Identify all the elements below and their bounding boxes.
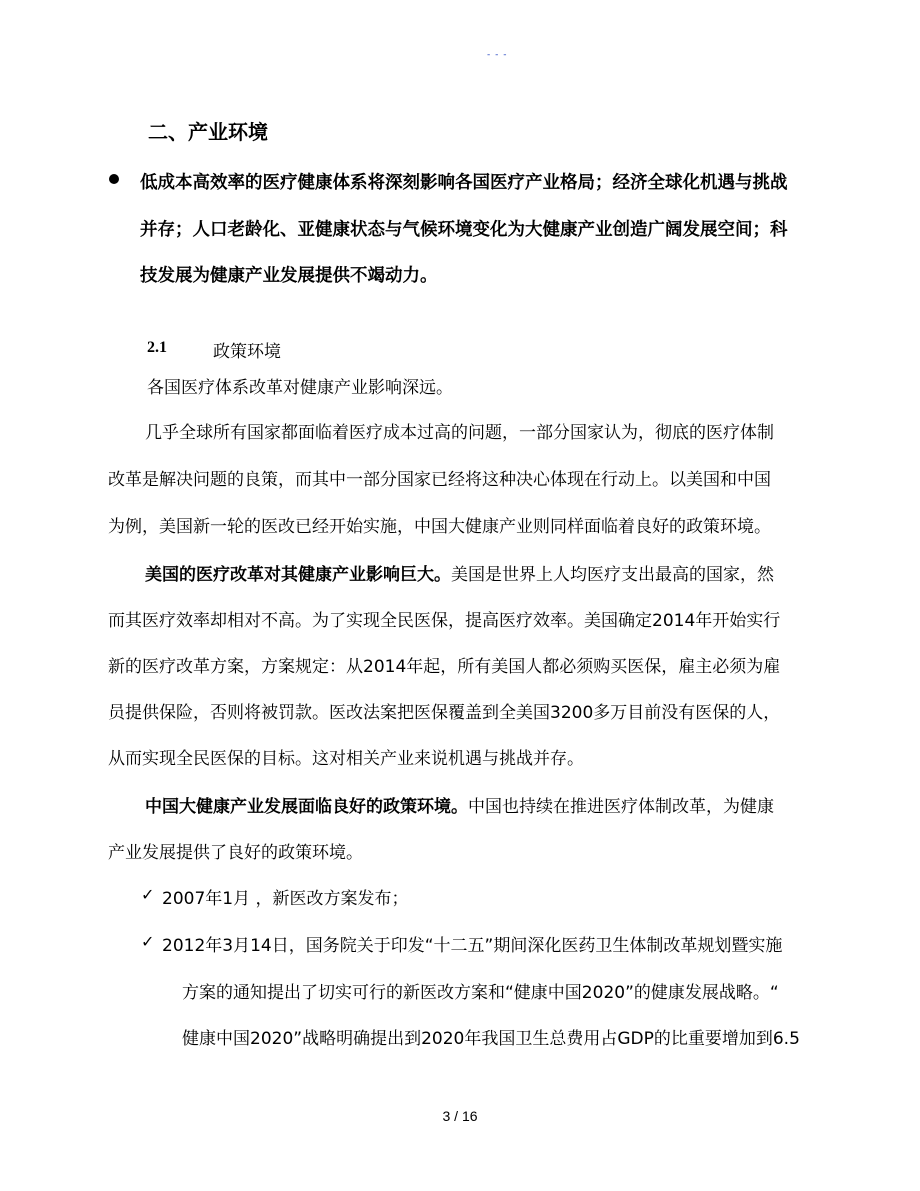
checklist-item-line: 2012年3月14日，国务院关于印发“十二五”期间深化医药卫生体制改革规划暨实施	[162, 936, 783, 956]
paragraph-text: 中国也持续在推进医疗体制改革，为健康	[468, 797, 774, 817]
paragraph-line: 而其医疗效率却相对不高。为了实现全民医保，提高医疗效率。美国确定2014年开始实行	[108, 611, 781, 631]
intro-text: 各国医疗体系改革对健康产业影响深远。	[147, 378, 453, 398]
checklist-item-line: 健康中国2020”战略明确提出到2020年我国卫生总费用占GDP的比重要增加到6.5	[182, 1029, 800, 1049]
paragraph-line: 新的医疗改革方案，方案规定：从2014年起，所有美国人都必须购买医保，雇主必须为雇	[108, 657, 781, 677]
subsection-number: 2.1	[147, 339, 167, 356]
paragraph-line: 从而实现全民医保的目标。这对相关产业来说机遇与挑战并存。	[108, 749, 584, 769]
paragraph-lead: 美国的医疗改革对其健康产业影响巨大。	[145, 565, 451, 585]
header-mark: - - -	[487, 50, 508, 60]
paragraph-line: 员提供保险，否则将被罚款。医改法案把医保覆盖到全美国3200多万目前没有医保的人，	[108, 703, 781, 723]
paragraph-line	[145, 792, 774, 817]
bullet-text-line: 并存；人口老龄化、亚健康状态与气候环境变化为大健康产业创造广阔发展空间；科	[140, 220, 788, 240]
paragraph-text: 美国是世界上人均医疗支出最高的国家，然	[451, 565, 774, 585]
checklist-item: 2007年1月 ，新医改方案发布；	[162, 889, 409, 909]
check-icon: ✓	[141, 885, 155, 904]
paragraph-line	[145, 560, 774, 585]
paragraph-line: 产业发展提供了良好的政策环境。	[108, 843, 363, 863]
checklist-item-line: 方案的通知提出了切实可行的新医改方案和“健康中国2020”的健康发展战略。“	[182, 983, 779, 1003]
paragraph-line: 改革是解决问题的良策，而其中一部分国家已经将这种决心体现在行动上。以美国和中国	[108, 470, 771, 490]
paragraph-line: 几乎全球所有国家都面临着医疗成本过高的问题，一部分国家认为，彻底的医疗体制	[145, 423, 774, 443]
bullet-text-line: 低成本高效率的医疗健康体系将深刻影响各国医疗产业格局；经济全球化机遇与挑战	[140, 173, 788, 193]
subsection-title: 政策环境	[213, 342, 281, 362]
bullet-dot-icon	[109, 174, 119, 184]
check-icon: ✓	[141, 932, 155, 951]
paragraph-lead: 中国大健康产业发展面临良好的政策环境。	[145, 797, 468, 817]
paragraph-line: 为例，美国新一轮的医改已经开始实施，中国大健康产业则同样面临着良好的政策环境。	[108, 517, 771, 537]
section-title: 二、产业环境	[148, 120, 268, 144]
page-number: 3 / 16	[442, 1108, 478, 1124]
bullet-text-line: 技发展为健康产业发展提供不竭动力。	[140, 266, 438, 286]
